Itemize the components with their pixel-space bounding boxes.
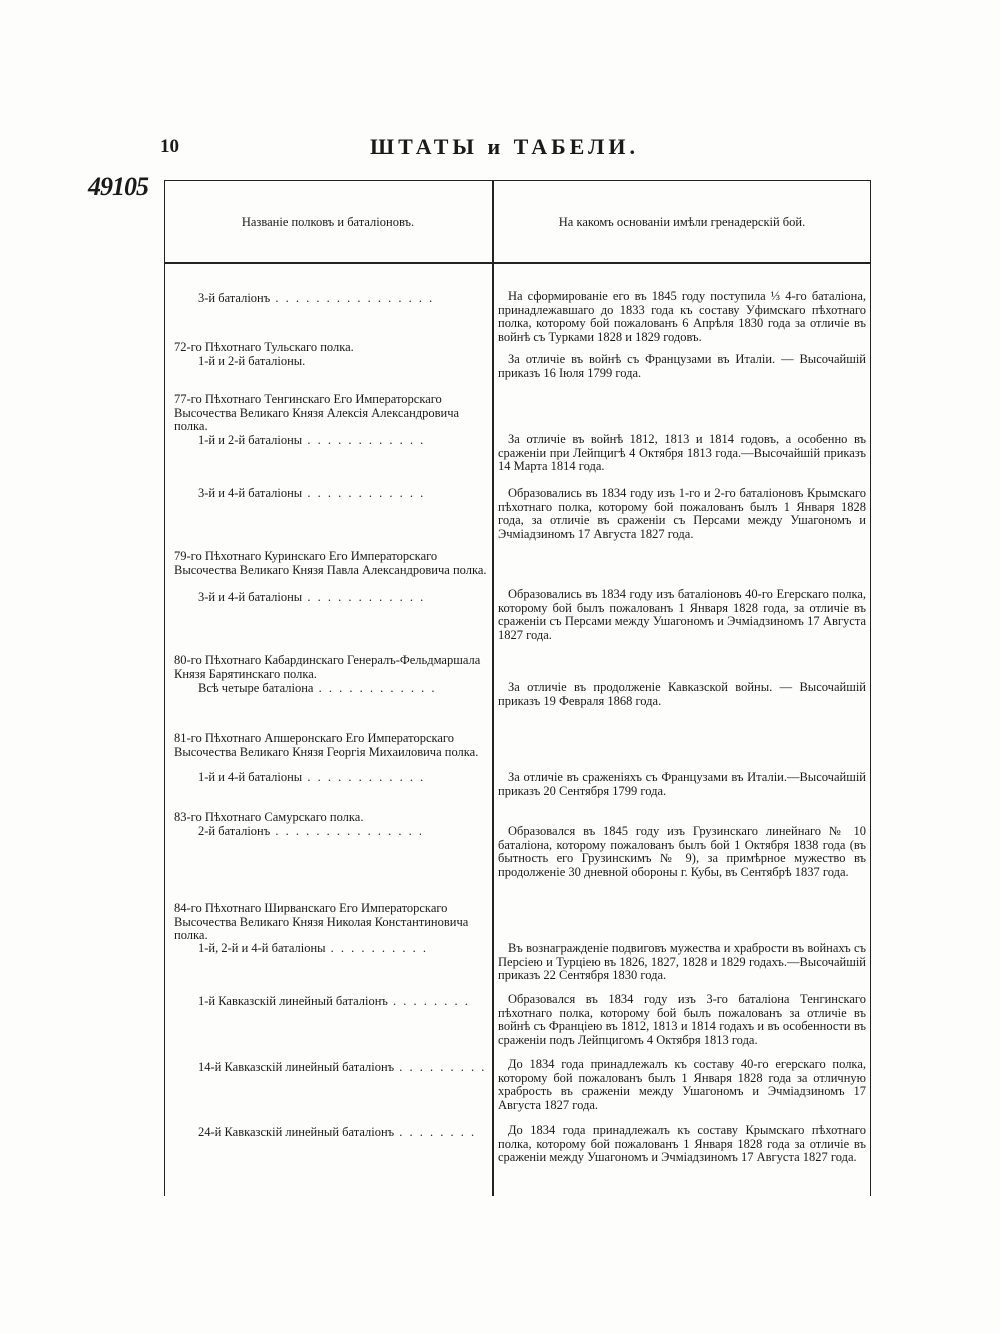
- basis-text: Въ вознагражденіе подвиговъ мужества и храбрости въ войнахъ съ Персіею и Турціею въ 1826, 1827, 1828 и 1829 годахъ.—Высочайшій приказъ 22 Сентября 1830 года.: [498, 941, 866, 983]
- basis-text: За отличіе въ сраженіяхъ съ Французами въ Италіи.—Высочайшій приказъ 20 Сентября 1799 года.: [498, 770, 866, 798]
- unit-label: 3-й и 4-й баталіоны . . . . . . . . . . . .: [198, 590, 426, 604]
- regiment-title: 80-го Пѣхотнаго Кабардинскаго Генералъ-Фельдмаршала Князя Барятинскаго полка.: [174, 653, 481, 681]
- basis-text: Образовался въ 1845 году изъ Грузинскаго линейнаго № 10 баталіона, которому пожалованъ былъ бой 1 Октября 1838 года (въ бытность его Грузинскимъ № 9), за примѣрное мужество въ продолженіе 30 дневной обороны г. Кубы, въ Сентябрѣ 1837 года.: [498, 824, 866, 879]
- basis-text: На сформированіе его въ 1845 году поступила ⅓ 4-го баталіона, принадлежавшаго до 1833 года къ составу Уфимскаго пѣхотнаго полка, которому бой пожалованъ 6 Апрѣля 1830 года за отличіе въ войнѣ съ Турками 1828 и 1829 годовъ.: [498, 289, 866, 344]
- basis-text: Образовались въ 1834 году изъ 1-го и 2-го баталіоновъ Крымскаго пѣхотнаго полка, которому бой пожалованъ былъ 1 Января 1828 года, за отличіе въ сраженіи съ Персами между Ушагономъ и Эчміадзиномъ 17 Августа 1827 года.: [498, 486, 866, 541]
- unit-label: 1-й и 4-й баталіоны . . . . . . . . . . . .: [198, 770, 426, 784]
- basis-text: За отличіе въ продолженіе Кавказской войны. — Высочайшій приказъ 19 Февраля 1868 года.: [498, 680, 866, 708]
- regiment-title: 84-го Пѣхотнаго Ширванскаго Его Императорскаго Высочества Великаго Князя Николая Константиновича полка.: [174, 901, 469, 943]
- basis-text: Образовался въ 1834 году изъ 3-го баталіона Тенгинскаго пѣхотнаго полка, которому бой былъ пожалованъ за отличіе въ войнѣ съ Франціею въ 1812, 1813 и 1814 годахъ и въ особенности въ сраженіи подъ Лейпцигомъ 4 Октября 1813 года.: [498, 992, 866, 1047]
- regiment-title: 83-го Пѣхотнаго Самурскаго полка.: [174, 810, 364, 824]
- basis-text: Образовались въ 1834 году изъ баталіоновъ 40-го Егерскаго полка, которому бой былъ пожалованъ 1 Января 1828 года, за отличіе въ сраженіи съ Персами между Ушагономъ и Эчміадзиномъ 17 Августа 1827 года.: [498, 587, 866, 642]
- unit-label: 3-й и 4-й баталіоны . . . . . . . . . . . .: [198, 486, 426, 500]
- unit-label: 1-й, 2-й и 4-й баталіоны . . . . . . . . . .: [198, 941, 429, 955]
- unit-label: 14-й Кавказскій линейный баталіонъ . . . . . . . . .: [198, 1060, 487, 1074]
- regiment-title: 81-го Пѣхотнаго Апшеронскаго Его Императорскаго Высочества Великаго Князя Георгія Михаиловича полка.: [174, 731, 479, 759]
- unit-label: 24-й Кавказскій линейный баталіонъ . . . . . . . .: [198, 1125, 477, 1139]
- unit-label: Всѣ четыре баталіона . . . . . . . . . . . .: [198, 681, 437, 695]
- basis-text: За отличіе въ войнѣ съ Французами въ Италіи. — Высочайшій приказъ 16 Іюля 1799 года.: [498, 352, 866, 380]
- regiment-title: 77-го Пѣхотнаго Тенгинскаго Его Императорскаго Высочества Великаго Князя Алексія Александровича полка.: [174, 392, 460, 434]
- unit-label: 2-й баталіонъ . . . . . . . . . . . . . . .: [198, 824, 424, 838]
- running-title: ШТАТЫ и ТАБЕЛИ.: [370, 134, 640, 159]
- page-number: 10: [160, 136, 179, 157]
- column-header-units: Названіе полковъ и баталіоновъ.: [241, 215, 415, 229]
- unit-label: 1-й и 2-й баталіоны . . . . . . . . . . . .: [198, 433, 426, 447]
- unit-label: 3-й баталіонъ . . . . . . . . . . . . . . . .: [198, 291, 435, 305]
- regiment-title: 79-го Пѣхотнаго Куринскаго Его Императорскаго Высочества Великаго Князя Павла Александровича полка.: [174, 549, 487, 577]
- unit-label: 1-й и 2-й баталіоны.: [198, 354, 306, 368]
- column-header-basis: На какомъ основаніи имѣли гренадерскій бой.: [558, 215, 806, 229]
- unit-label: 1-й Кавказскій линейный баталіонъ . . . . . . . .: [198, 994, 470, 1008]
- header-rule: [164, 262, 871, 264]
- basis-text: За отличіе въ войнѣ 1812, 1813 и 1814 годовъ, а особенно въ сраженіи при Лейпцигѣ 4 Октября 1813 года.—Высочайшій приказъ 14 Марта 1814 года.: [498, 432, 866, 474]
- stamp-number: 49105: [88, 172, 148, 201]
- basis-text: До 1834 года принадлежалъ къ составу 40-го егерскаго полка, которому бой пожалованъ былъ 1 Января 1828 года за отличную храбрость въ сраженіи между Ушагономъ и Эчміадзиномъ 17 Августа 1827 года.: [498, 1057, 866, 1112]
- basis-text: До 1834 года принадлежалъ къ составу Крымскаго пѣхотнаго полка, которому бой пожалованъ 1 Января 1828 года за отличіе въ сраженіи между Ушагономъ и Эчміадзиномъ 17 Августа 1827 года.: [498, 1123, 866, 1165]
- regiment-title: 72-го Пѣхотнаго Тульскаго полка.: [174, 340, 354, 354]
